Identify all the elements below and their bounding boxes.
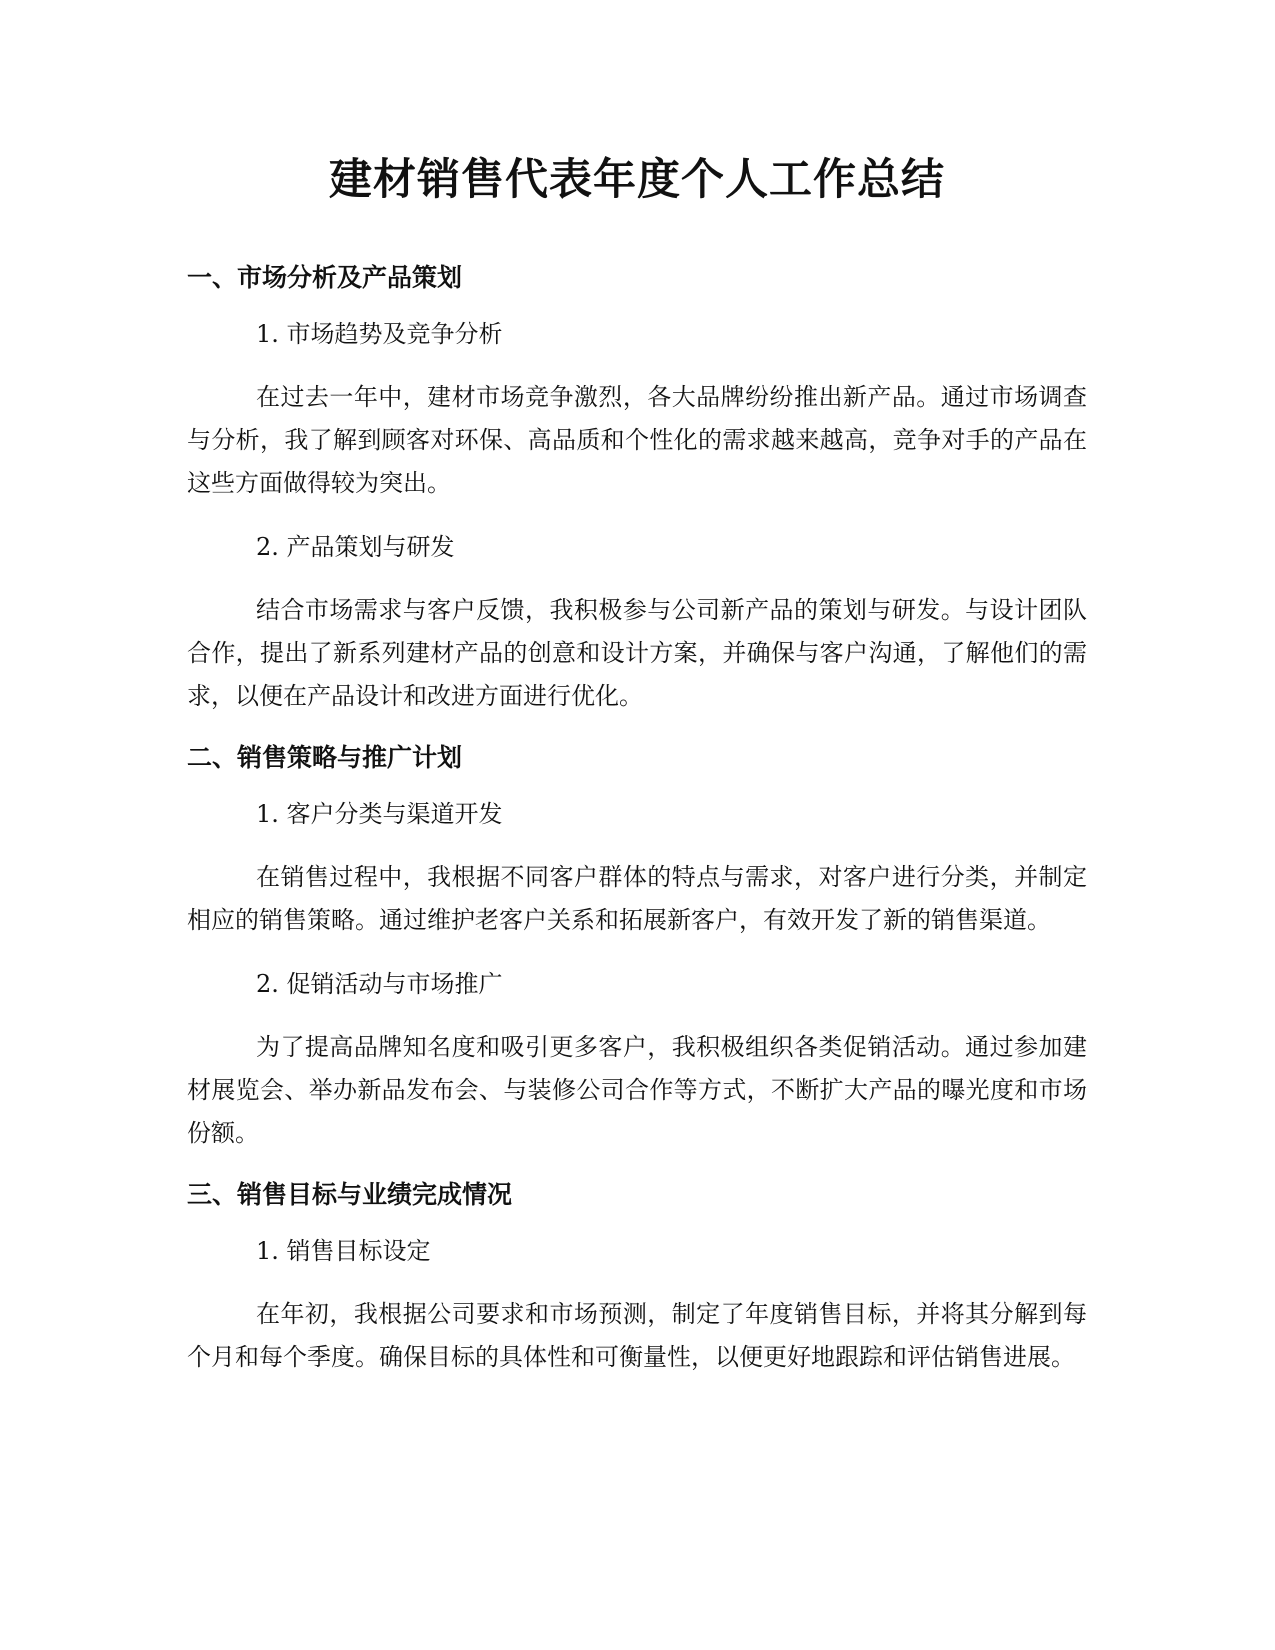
section-sales-targets [187, 1177, 1087, 1379]
section-heading: 二、销售策略与推广计划 [187, 743, 463, 772]
paragraph-product-planning: 结合市场需求与客户反馈，我积极参与公司新产品的策划与研发。与设计团队合作，提出了新系列建材产品的创意和设计方案，并确保与客户沟通，了解他们的需求，以便在产品设计和改进方面进行优化。 [187, 596, 1087, 710]
subheading-product-planning: 2. 产品策划与研发 [256, 533, 455, 561]
paragraph-market-trend: 在过去一年中，建材市场竞争激烈，各大品牌纷纷推出新产品。通过市场调查与分析，我了解到顾客对环保、高品质和个性化的需求越来越高，竞争对手的产品在这些方面做得较为突出。 [187, 383, 1087, 497]
section-sales-strategy [187, 740, 1087, 1155]
paragraph-promotion: 为了提高品牌知名度和吸引更多客户，我积极组织各类促销活动。通过参加建材展览会、举办新品发布会、与装修公司合作等方式，不断扩大产品的曝光度和市场份额。 [187, 1033, 1087, 1147]
paragraph-target-setting: 在年初，我根据公司要求和市场预测，制定了年度销售目标，并将其分解到每个月和每个季度。确保目标的具体性和可衡量性，以便更好地跟踪和评估销售进展。 [187, 1300, 1087, 1371]
subheading-target-setting: 1. 销售目标设定 [256, 1237, 431, 1265]
document-content [187, 150, 1087, 1401]
section-heading: 一、市场分析及产品策划 [187, 263, 463, 292]
section-market-analysis [187, 260, 1087, 718]
paragraph-customer-classification: 在销售过程中，我根据不同客户群体的特点与需求，对客户进行分类，并制定相应的销售策略。通过维护老客户关系和拓展新客户，有效开发了新的销售渠道。 [187, 863, 1087, 934]
subheading-promotion: 2. 促销活动与市场推广 [256, 970, 503, 998]
document-title: 建材销售代表年度个人工作总结 [329, 155, 945, 205]
subheading-customer-classification: 1. 客户分类与渠道开发 [256, 800, 503, 828]
subheading-market-trend: 1. 市场趋势及竞争分析 [256, 320, 503, 348]
section-heading: 三、销售目标与业绩完成情况 [187, 1180, 513, 1209]
